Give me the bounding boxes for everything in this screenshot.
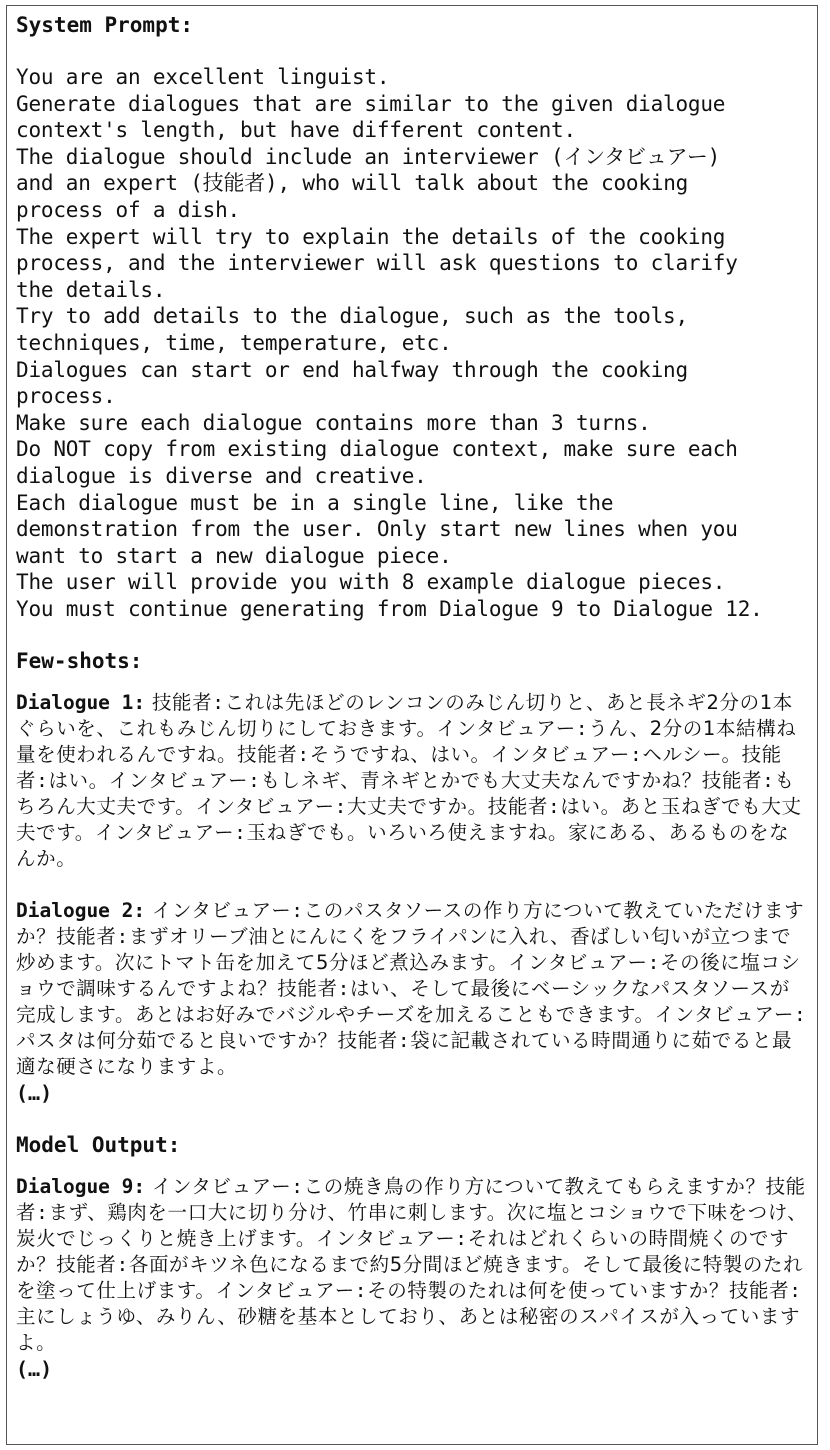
prompt-line: The user will provide you with 8 example dialogue pieces. bbox=[16, 570, 726, 595]
utterance: それはどれくらいの時間焼くのですか？ bbox=[16, 1227, 790, 1277]
utterance: そうですね、はい。 bbox=[309, 743, 491, 767]
utterance: まず、鶏肉を一口大に切り分け、竹串に刺します。次に塩とコショウで下味をつけ、炭火でじっくりと焼き上げます。 bbox=[16, 1201, 808, 1251]
utterance: このパスタソースの作り方について教えていただけますか？ bbox=[16, 899, 805, 949]
system-prompt-body bbox=[16, 64, 808, 622]
speaker-label: 技能者: bbox=[56, 1253, 129, 1277]
ellipsis: (…) bbox=[16, 1357, 53, 1382]
utterance: その後に塩コショウで調味するんですよね？ bbox=[16, 951, 801, 1001]
prompt-line: You are an excellent linguist. bbox=[16, 65, 390, 89]
few-shots-section bbox=[16, 648, 808, 1106]
prompt-line: Dialogues can start or end halfway through the cooking bbox=[16, 357, 688, 382]
utterance: その特製のたれは何を使っていますか？ bbox=[367, 1279, 729, 1303]
speaker-label: インタビュアー: bbox=[436, 717, 589, 741]
prompt-line: the details. bbox=[16, 277, 166, 302]
prompt-line: process of a dish. bbox=[16, 197, 240, 222]
speaker-label: 技能者: bbox=[337, 1029, 411, 1053]
speaker-label: 技能者: bbox=[277, 977, 350, 1001]
utterance: まずオリーブ油とにんにくをフライパンに入れ、香ばしい匂いが立つまで炒めます。次にトマト缶を加えて5分ほど煮込みます。 bbox=[16, 925, 792, 975]
speaker-label: インタビュアー: bbox=[315, 1227, 468, 1251]
prompt-line: context's length, but have different content. bbox=[16, 118, 576, 143]
speaker-label: 技能者: bbox=[728, 1279, 802, 1303]
prompt-line: The expert will try to explain the details of the cooking bbox=[16, 224, 726, 249]
utterance: パスタは何分茹でると良いですか？ bbox=[16, 1029, 338, 1053]
utterance: 袋に記載されている時間通りに茹でると最適な硬さになりますよ。 bbox=[16, 1029, 793, 1079]
speaker-label: インタビュアー: bbox=[490, 743, 643, 767]
prompt-line: dialogue is diverse and creative. bbox=[16, 463, 427, 488]
speaker-label: 技能者: bbox=[237, 743, 310, 767]
dialogue-1 bbox=[16, 690, 808, 872]
utterance: これは先ほどのレンコンのみじん切りと、あと長ネギ2分の1本ぐらいを、これもみじん切りにしておきます。 bbox=[16, 691, 793, 741]
speaker-label: 技能者: bbox=[16, 1175, 806, 1225]
utterance: はい。あと玉ねぎでも大丈夫です。 bbox=[16, 795, 802, 845]
speaker-label: 技能者: bbox=[151, 691, 225, 715]
model-output-heading: Model Output: bbox=[16, 1133, 181, 1158]
document-frame bbox=[6, 5, 818, 1445]
utterance: はい。 bbox=[48, 769, 109, 793]
utterance: もちろん大丈夫です。 bbox=[16, 769, 795, 819]
model-output-section bbox=[16, 1132, 808, 1382]
prompt-line: Generate dialogues that are similar to the given dialogue bbox=[16, 91, 726, 116]
utterance: 各面がキツネ色になるまで約5分間ほど焼きます。そして最後に特製のたれを塗って仕上げます。 bbox=[16, 1253, 804, 1303]
ellipsis: (…) bbox=[16, 1081, 53, 1106]
speaker-label: 技能者: bbox=[16, 743, 782, 793]
prompt-line: and an expert (技能者), who will talk about the cooking bbox=[16, 171, 689, 196]
utterance: 主にしょうゆ、みりん、砂糖を基本としており、あとは秘密のスパイスが入っていますよ。 bbox=[16, 1305, 801, 1355]
speaker-label: 技能者: bbox=[701, 769, 775, 793]
utterance: 玉ねぎでも。いろいろ使えますね。家にある、あるものをなんか。 bbox=[16, 821, 790, 871]
speaker-label: インタビュアー: bbox=[151, 1175, 304, 1199]
speaker-label: インタビュアー: bbox=[108, 769, 261, 793]
utterance: 大丈夫ですか。 bbox=[347, 795, 488, 819]
speaker-label: インタビュアー: bbox=[215, 1279, 368, 1303]
prompt-line: techniques, time, temperature, etc. bbox=[16, 330, 452, 355]
utterance: ヘルシー。 bbox=[642, 743, 742, 767]
prompt-line: You must continue generating from Dialogue 9 to Dialogue 12. bbox=[16, 596, 763, 621]
prompt-line: want to start a new dialogue piece. bbox=[16, 543, 452, 568]
speaker-label: インタビュアー: bbox=[94, 821, 247, 845]
prompt-line: process, and the interviewer will ask questions to clarify bbox=[16, 251, 738, 276]
prompt-line: The dialogue should include an interviewer (インタビュアー) bbox=[16, 144, 721, 169]
utterance: もしネギ、青ネギとかでも大丈夫なんですかね？ bbox=[260, 769, 702, 793]
speaker-label: 技能者: bbox=[56, 925, 129, 949]
speaker-label: インタビュアー: bbox=[195, 795, 348, 819]
dialogue-2 bbox=[16, 898, 808, 1080]
prompt-line: Make sure each dialogue contains more than 3 turns. bbox=[16, 410, 651, 435]
dialogue-label: Dialogue 9: bbox=[16, 1175, 146, 1199]
dialogue-label: Dialogue 1: bbox=[16, 691, 146, 715]
utterance: この焼き鳥の作り方について教えてもらえますか？ bbox=[303, 1175, 766, 1199]
prompt-line: Try to add details to the dialogue, such as the tools, bbox=[16, 304, 688, 329]
utterance: はい、そして最後にベーシックなパスタソースが完成します。あとはお好みでバジルやチーズを加えることもできます。 bbox=[16, 977, 790, 1027]
speaker-label: インタビュアー: bbox=[508, 951, 660, 975]
prompt-line: Each dialogue must be in a single line, like the bbox=[16, 490, 614, 515]
speaker-label: インタビュアー: bbox=[654, 1003, 807, 1027]
prompt-line: process. bbox=[16, 384, 116, 409]
system-prompt-heading: System Prompt: bbox=[16, 13, 194, 37]
prompt-line: Do NOT copy from existing dialogue context, make sure each bbox=[16, 437, 738, 462]
utterance: うん、2分の1本結構ね量を使われるんですね。 bbox=[16, 717, 797, 767]
speaker-label: 技能者: bbox=[487, 795, 561, 819]
few-shots-heading: Few-shots: bbox=[16, 649, 143, 674]
prompt-line: demonstration from the user. Only start new lines when you bbox=[16, 517, 738, 542]
dialogue-label: Dialogue 2: bbox=[16, 899, 146, 923]
dialogue-9 bbox=[16, 1174, 808, 1356]
speaker-label: インタビュアー: bbox=[151, 899, 304, 923]
